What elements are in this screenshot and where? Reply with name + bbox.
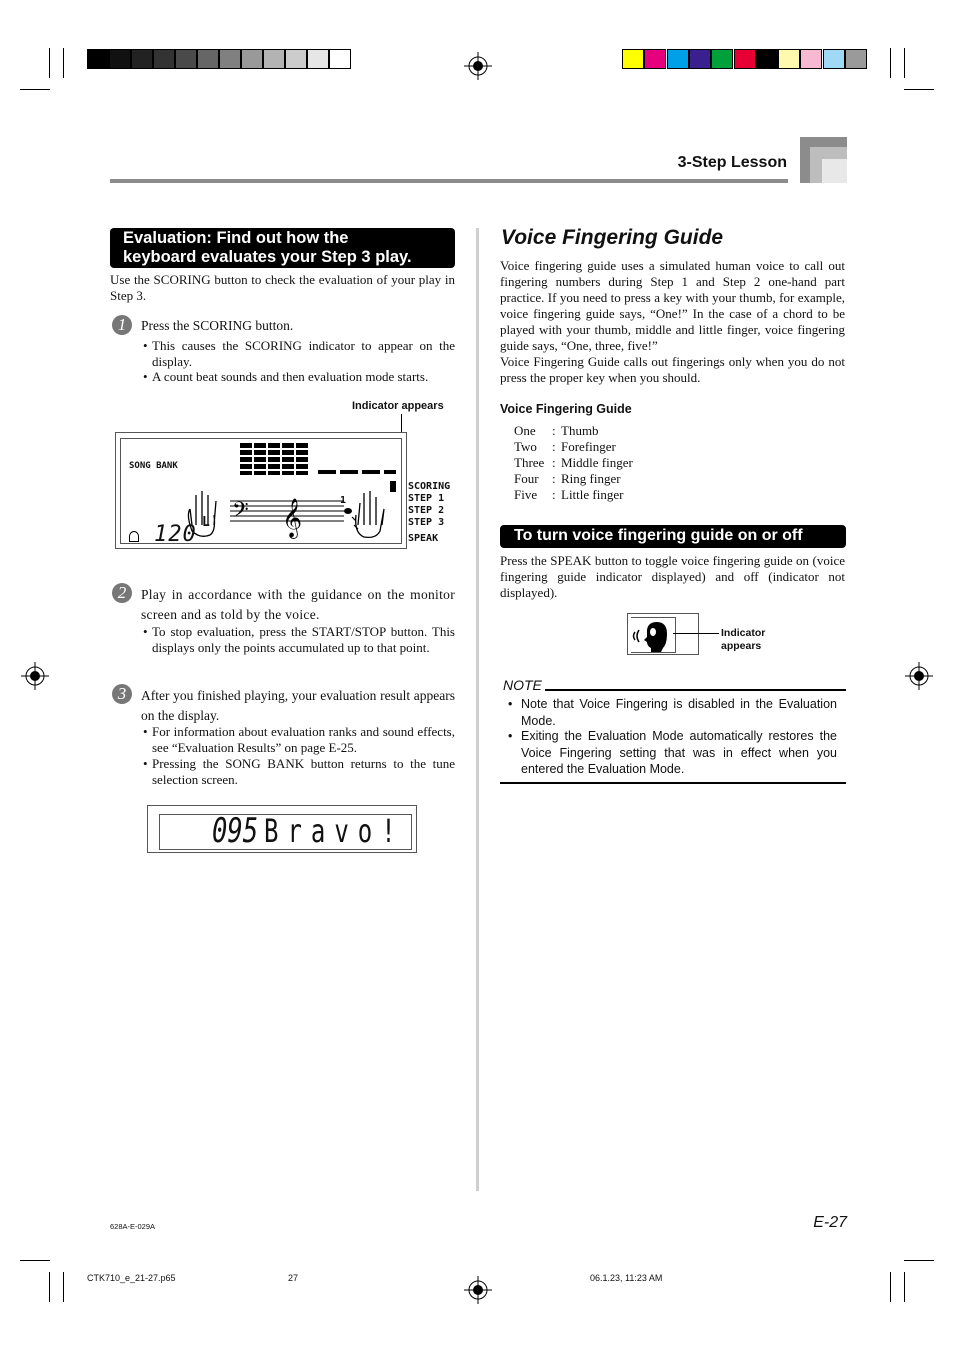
grayscale-swatch <box>219 49 241 69</box>
step-3-number: 3 <box>112 684 132 704</box>
step-1-text: Press the SCORING button. <box>141 318 294 333</box>
indicator-step-1: STEP 1 <box>408 493 445 504</box>
grayscale-swatch <box>307 49 329 69</box>
toggle-guide-heading: To turn voice fingering guide on or off <box>500 525 846 548</box>
registration-mark-right <box>905 662 933 690</box>
footer-file-name: CTK710_e_21-27.p65 <box>87 1273 176 1283</box>
footer-sheet-number: 27 <box>288 1273 299 1283</box>
metronome-icon <box>129 531 139 542</box>
color-swatch <box>689 49 711 69</box>
color-swatch <box>734 49 756 69</box>
footer-timestamp: 06.1.23, 11:23 AM <box>590 1273 663 1283</box>
step-2-text: Play in accordance with the guidance on the monitor screen and as told by the voice. <box>141 587 455 622</box>
finger-name: Middle finger <box>561 455 633 470</box>
grayscale-swatch <box>329 49 351 69</box>
note-label: NOTE <box>503 677 542 693</box>
note-item-2: • Exiting the Evaluation Mode automatically restores the Voice Fingering setting that was in effect when you entered the Evaluation Mode. <box>521 728 837 778</box>
grayscale-swatch <box>175 49 197 69</box>
header-tab-block <box>800 137 847 183</box>
color-swatch <box>756 49 778 69</box>
grayscale-swatch <box>285 49 307 69</box>
color-swatch <box>622 49 644 69</box>
indicator-step-3: STEP 3 <box>408 517 445 528</box>
finger-colon: : <box>552 471 556 486</box>
color-swatch <box>778 49 800 69</box>
registration-mark-top <box>464 52 492 80</box>
grayscale-swatch <box>263 49 285 69</box>
svg-text:𝄢: 𝄢 <box>232 498 249 528</box>
finger-name: Thumb <box>561 423 599 438</box>
indicator-callout: Indicator appears <box>352 400 444 412</box>
voice-fingering-title: Voice Fingering Guide <box>501 226 724 249</box>
color-swatch <box>667 49 689 69</box>
tempo-value: 120 <box>154 522 197 547</box>
step-3-bullet-1: • For information about evaluation ranks and sound effects, see “Evaluation Results” on page E-25. <box>152 724 455 756</box>
svg-text:𝄞: 𝄞 <box>282 498 303 538</box>
result-score: 095 <box>212 811 259 851</box>
grayscale-swatch <box>131 49 153 69</box>
finger-name: Little finger <box>561 487 624 502</box>
registration-mark-left <box>21 662 49 690</box>
grayscale-swatch <box>153 49 175 69</box>
callout-line-1: Indicator <box>721 627 766 639</box>
scoring-indicator-mark <box>390 481 396 492</box>
finger-word: One <box>514 423 536 438</box>
color-swatch <box>845 49 867 69</box>
finger-word: Two <box>514 439 537 454</box>
grayscale-swatch <box>241 49 263 69</box>
finger-word: Four <box>514 471 539 486</box>
registration-mark-bottom <box>464 1276 492 1304</box>
speak-indicator-callout-line <box>673 633 719 634</box>
evaluation-intro: Use the SCORING button to check the evaluation of your play in Step 3. <box>110 272 455 303</box>
color-swatch <box>711 49 733 69</box>
grayscale-swatch <box>109 49 131 69</box>
color-swatch <box>644 49 666 69</box>
evaluation-section-heading <box>110 228 455 268</box>
lcd-display-scoring <box>115 432 407 549</box>
finger-word: Three <box>514 455 545 470</box>
step-3-text: After you finished playing, your evaluation result appears on the display. <box>141 688 455 723</box>
step-1-number: 1 <box>112 315 132 335</box>
finger-table-title: Voice Fingering Guide <box>500 402 632 416</box>
grayscale-swatch <box>197 49 219 69</box>
toggle-guide-para: Press the SPEAK button to toggle voice fingering guide on (voice fingering guide indicator displayed) and off (indicator not displayed). <box>500 553 845 600</box>
song-bank-label: SONG BANK <box>129 461 178 471</box>
step-2-number: 2 <box>112 583 132 603</box>
finger-colon: : <box>552 487 556 502</box>
section-title: 3-Step Lesson <box>677 154 787 171</box>
voice-fingering-para-1: Voice fingering guide uses a simulated human voice to call out fingering numbers during Step 1 and Step 2 one-hand part practice. If you need to press a key with your thumb, for example, voice fingering guide says, “One!” In the case of a chord to be played with your thumb, middle and little finger, voice fingering guide says, “One, three, five!” <box>500 258 845 353</box>
finger-name: Ring finger <box>561 471 621 486</box>
finger-colon: : <box>552 423 556 438</box>
note-top-rule <box>545 689 846 691</box>
finger-number: 1 <box>340 495 347 506</box>
voice-fingering-para-2: Voice Fingering Guide calls out fingerings only when you do not press the proper key when you should. <box>500 354 845 385</box>
result-rank: Bravo! <box>264 812 405 850</box>
finger-name: Forefinger <box>561 439 616 454</box>
note-item-1: • Note that Voice Fingering is disabled in the Evaluation Mode. <box>521 696 837 729</box>
indicator-step-2: STEP 2 <box>408 505 445 516</box>
finger-colon: : <box>552 439 556 454</box>
indicator-speak: SPEAK <box>408 533 439 544</box>
callout-line-2: appears <box>721 640 762 652</box>
speak-indicator-display <box>627 613 699 655</box>
step-2-bullet-1: • To stop evaluation, press the START/STOP button. This displays only the points accumulated up to that point. <box>152 624 455 656</box>
indicator-scoring: SCORING <box>408 481 451 492</box>
step-1-bullet-2: • A count beat sounds and then evaluation mode starts. <box>152 369 455 385</box>
lcd-display-result <box>147 805 417 853</box>
color-swatch <box>800 49 822 69</box>
header-rule <box>110 179 788 183</box>
finger-word: Five <box>514 487 538 502</box>
page-number: E-27 <box>813 1214 847 1231</box>
speaking-head-icon <box>631 618 675 652</box>
column-divider <box>476 228 479 1191</box>
grayscale-swatch <box>87 49 109 69</box>
step-1-bullet-1: • This causes the SCORING indicator to appear on the display. <box>152 338 455 370</box>
lcd-hands-and-staff <box>186 485 386 543</box>
doc-code: 628A-E-029A <box>110 1222 156 1231</box>
note-bottom-rule <box>500 782 846 784</box>
speak-indicator-callout <box>721 627 765 653</box>
heading-line-2: keyboard evaluates your Step 3 play. <box>123 248 412 266</box>
color-swatch <box>823 49 845 69</box>
left-hand-label: L <box>202 515 210 530</box>
step-3-bullet-2: • Pressing the SONG BANK button returns to the tune selection screen. <box>152 756 455 788</box>
finger-colon: : <box>552 455 556 470</box>
heading-line-1: Evaluation: Find out how the <box>123 229 349 247</box>
